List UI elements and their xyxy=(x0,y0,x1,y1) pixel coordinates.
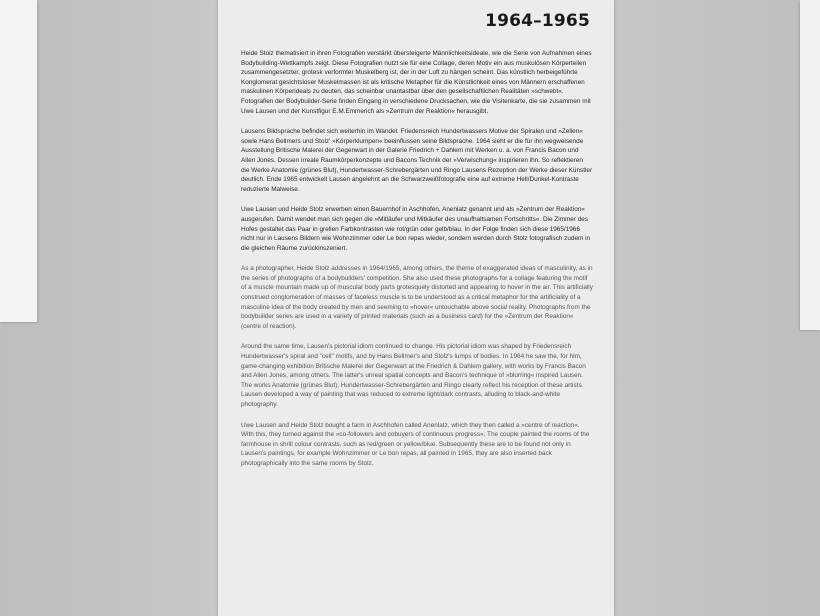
paragraph-de-3: Uwe Lausen und Heide Stolz erwerben einen Bauernhof in Aschhofen, Anenlatz genannt und als »Zentrum der Reaktion« ausgerufen. Damit wendet man sich gegen die »Mitläufer und Mitkäufer des unaufhaltsamen Fortschritts«. Die Zimmer des Hofes gestaltet das Paar in grellen Farbkontrasten wie rot/grün oder gelb/blau. In der Folge finden sich diese 1965/1966 nicht nur in Lausens Bildern wie Wohnzimmer oder Le bon repas wieder, sondern werden durch Stolz fotografisch zudem in die gleichen Räume zurückinszeniert. xyxy=(241,206,591,252)
paragraph-en-2: Around the same time, Lausen's pictorial idiom continued to change. His pictorial idiom was shaped by Friedensreich Hundertwasser's spiral and "cell" motifs, and by Hans Bellmer's and Stolz's lumps of bodies. In 1964 he saw the, for him, game-changing exhibition Britische Malerei der Gegenwart at the Friedrich & Dahlem gallery, with works by Francis Bacon and Allen Jones, among others. The latter's unreal spatial concepts and Bacon's technique of »blurring« inspired Lausen. The works Anatomie (grünes Blut), Hundertwasser-Schrebergärten and Ringo clearly reflect his reception of these artists. Lausen developed a way of painting that was reduced to extreme light/dark contrasts, alluding to black-and-white photography. xyxy=(241,343,586,408)
paragraph-de-2: Lausens Bildsprache befindet sich weiterhin im Wandel. Friedensreich Hundertwassers Motive der Spiralen und »Zellen« sowie Hans Bellmers und Stolz' »Körperklumpen« beeinflussen seine Bildsprache. 1964 sieht er die für ihn wegweisende Ausstellung Britische Malerei der Gegenwart in der Galerie Friedrich + Dahlem mit Werken u. a. von Francis Bacon und Allen Jones. Dessen irreale Raumkörperkonzepte und Bacons Technik der »Verwischung« inspirieren ihn. So reflektieren die Werke Anatomie (grünes Blut), Hundertwasser-Schrebergärten und Ringo Lausens Rezeption der Werke dieser Künstler deutlich. Ende 1965 entwickelt Lausen angelehnt an die Schwarzweißfotografie eine auf extreme Hell/Dunkel-Kontraste reduzierte Malweise. xyxy=(241,128,593,193)
adjacent-frame-left xyxy=(0,0,37,322)
paragraph-de-1: Heide Stolz thematisiert in ihren Fotografien verstärkt übersteigerte Männlichkeitsideale, wie die Serie von Aufnahmen eines Bodybuilding-Wettkampfs zeigt. Diese Fotografien nutzt sie für eine Collage, deren Motiv ein aus muskulösen Körperteilen zusammengesetzter, grotesk verformter Muskelberg ist, der in der Luft zu hängen scheint. Das künstlich herbeigeführte Konglomerat gesichtsloser Muskelmassen ist als kritische Metapher für die Künstlichkeit eines von Männern erschaffenen maskulinen Körperideals zu deuten, das scheinbar unantastbar über den gesellschaftlichen Realitäten »schwebt«. Fotografien der Bodybuilder-Serie finden Eingang in verschiedene Drucksachen, wie die Visitenkarte, die sie zusammen mit Uwe Lausen und der Kunstfigur E.M.Emmerich als »Zentrum der Reaktion« herausgibt. xyxy=(241,50,592,115)
panel-title: 1964–1965 xyxy=(485,11,590,31)
paragraph-en-1: As a photographer, Heide Stolz addresses in 1964/1965, among others, the theme of exaggerated ideas of masculinity, as in the series of photographs of a bodybuilders' competition. She also used these photographs for a collage featuring the motif of a muscle mountain made up of muscular body parts grotesquely distorted and appearing to hover in the air. This artificially construed conglomeration of masses of faceless muscle is to be understood as a critical metaphor for the artificiality of a masculine idea of the body created by men and seeming to »hover« untouchable above social reality. Photographs from the bodybuilder series are used in a variety of printed materials (such as a business card) for the »Zentrum der Reaktion« (centre of reaction). xyxy=(241,265,593,330)
panel-body-text xyxy=(241,49,593,480)
paragraph-en-3: Uwe Lausen and Heide Stolz bought a farm in Aschhofen called Anenlatz, which they then called a »centre of reaction«. With this, they turned against the »co-followers and cobuyers of continuous progress«. The couple painted the rooms of the farmhouse in shrill colour contrasts, such as red/green or yellow/blue. Subsequently these are to be found not only in Lausen's paintings, for example Wohnzimmer or Le bon repas, all painted in 1965, they are also inserted back photographically into the same rooms by Stolz. xyxy=(241,421,590,467)
adjacent-frame-right xyxy=(800,0,820,330)
exhibition-wall-panel xyxy=(218,0,614,616)
